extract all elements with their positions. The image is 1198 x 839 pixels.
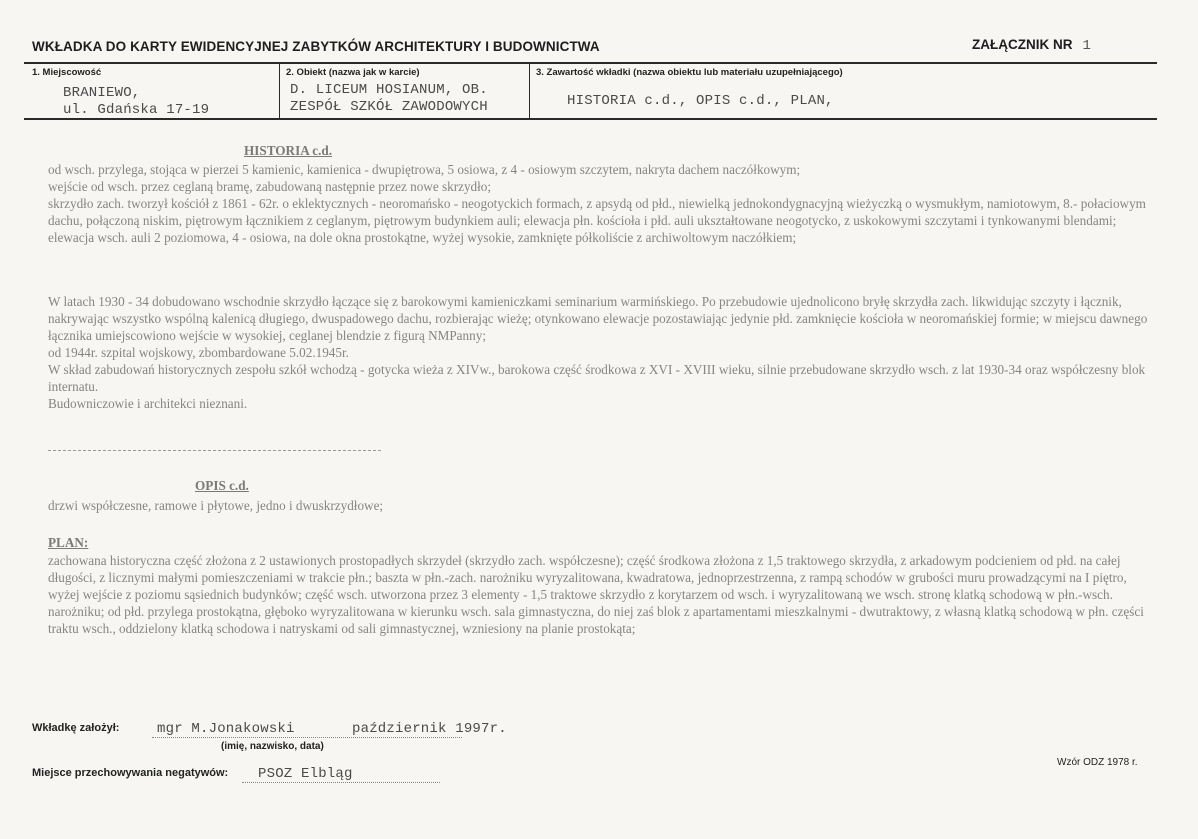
field-1-value-line-1: BRANIEWO, <box>63 85 141 101</box>
field-1-value-line-2: ul. Gdańska 17-19 <box>63 102 210 118</box>
field-divider-2 <box>529 64 530 118</box>
historia-line: skrzydło zach. tworzył kościół z 1861 - 62r. o eklektycznych - neoromańsko - neogotyckich formach, z apsydą od płd., niewielką jednokondygnacyjną wieżyczką o wysmukłym, namiotowym, 8.- połaciowym dachu, połączoną niskim, piętrowym łącznikiem z ceglanym, piętrowym budynkiem auli; elewacja płn. kościoła i płd. auli ukształtowane neogotycko, z uskokowymi szczytami i tynkowanymi blendami; elewacja wsch. auli 2 poziomowa, 4 - osiowa, na dole okna prostokątne, wyżej wysokie, zamknięte półkoliście z archiwoltowym naczółkiem; <box>48 196 1146 245</box>
opis-text: drzwi współczesne, ramowe i płytowe, jedno i dwuskrzydłowe; <box>48 498 384 513</box>
appendix-number: 1 <box>1082 38 1091 54</box>
field-2-label: 2. Obiekt (nazwa jak w karcie) <box>286 67 420 78</box>
historia-line: W latach 1930 - 34 dobudowano wschodnie skrzydło łączące się z barokowymi kamieniczkami seminarium warmińskiego. Po przebudowie ujednolicono bryłę skrzydła zach. likwidując szczyty i łącznik, nakrywając wszystko wspólną kalenicą długiego, dwuspadowego dachu, rozbierając wieżę; otynkowano elewacje pozostawiając jedynie płd. zamknięcie kościoła w neoromańskiej formie; w miejscu dawnego łącznika umiejscowiono wejście w wysokiej, ceglanej blendzie z figurą NMPanny; <box>48 294 1148 343</box>
author-date: październik 1997r. <box>352 721 507 737</box>
author-sublabel: (imię, nazwisko, data) <box>221 741 324 752</box>
field-3-label: 3. Zawartość wkładki (nazwa obiektu lub materiału uzupełniającego) <box>536 67 843 78</box>
historia-paragraph-1 <box>48 161 1148 246</box>
field-divider-1 <box>279 64 280 118</box>
storage-value: PSOZ Elbląg <box>258 766 353 782</box>
field-3-value: HISTORIA c.d., OPIS c.d., PLAN, <box>567 93 834 109</box>
section-divider <box>48 450 381 451</box>
historia-line: W skład zabudowań historycznych zespołu szkół wchodzą - gotycka wieża z XIVw., barokowa część środkowa z XVI - XVIII wieku, silnie przebudowane skrzydło wsch. z lat 1930-34 oraz współczesny blok internatu. <box>48 362 1146 394</box>
appendix-label-text: ZAŁĄCZNIK NR <box>972 37 1073 52</box>
author-dotted-line <box>152 737 462 738</box>
header-rule-top <box>24 62 1157 64</box>
author-name: mgr M.Jonakowski <box>157 721 295 737</box>
field-1-label: 1. Miejscowość <box>32 67 102 78</box>
opis-heading: OPIS c.d. <box>195 478 249 493</box>
form-template-note: Wzór ODZ 1978 r. <box>1057 757 1138 768</box>
header-rule-bottom <box>24 118 1157 120</box>
historia-line: od 1944r. szpital wojskowy, zbombardowane 5.02.1945r. <box>48 345 349 360</box>
field-2-value-line-2: ZESPÓŁ SZKÓŁ ZAWODOWYCH <box>290 99 488 115</box>
field-2-value-line-1: D. LICEUM HOSIANUM, OB. <box>290 82 488 98</box>
historia-line: od wsch. przylega, stojąca w pierzei 5 kamienic, kamienica - dwupiętrowa, 5 osiowa, z 4 - osiowym szczytem, nakryta dachem naczółkowym; <box>48 162 801 177</box>
appendix-label <box>972 37 1091 54</box>
storage-label: Miejsce przechowywania negatywów: <box>32 767 229 779</box>
storage-dotted-line <box>242 782 440 783</box>
plan-heading: PLAN: <box>48 535 89 550</box>
author-label: Wkładkę założył: <box>32 722 120 734</box>
historia-paragraph-2 <box>48 293 1148 412</box>
document-title: WKŁADKA DO KARTY EWIDENCYJNEJ ZABYTKÓW ARCHITEKTURY I BUDOWNICTWA <box>32 39 600 54</box>
historia-line: wejście od wsch. przez ceglaną bramę, zabudowaną następnie przez nowe skrzydło; <box>48 179 492 194</box>
historia-line: Budowniczowie i architekci nieznani. <box>48 396 248 411</box>
plan-text: zachowana historyczna część złożona z 2 ustawionych prostopadłych skrzydeł (skrzydło zach. współczesne); część środkowa złożona z 1,5 traktowego skrzydła, z arkadowym podcieniem od płd. na całej długości, z licznymi małymi pomieszczeniami w trakcie płn.; baszta w płn.-zach. narożniku wyryzalitowana, kwadratowa, jednoprzestrzenna, z rampą schodów w grubości muru prowadzącymi na I piętro, wyżej wejście z poziomu sąsiednich budynków; część wsch. utworzona przez 3 elementy - 1,5 traktowe skrzydło z korytarzem od wsch. i wyryzalitowaną we wsch. stronę klatką schodową w płn.-wsch. narożniku; od płd. przylega prostokątna, głęboko wyryzalitowana w kierunku wsch. sala gimnastyczna, do niej zaś blok z apartamentami mieszkalnymi - dwutraktowy, z własną klatką schodową w płn. części traktu wsch., oddzielony klatką schodowa i natryskami od sali gimnastycznej, wzniesiony na planie prostokąta; <box>48 553 1144 636</box>
historia-heading: HISTORIA c.d. <box>244 143 333 158</box>
